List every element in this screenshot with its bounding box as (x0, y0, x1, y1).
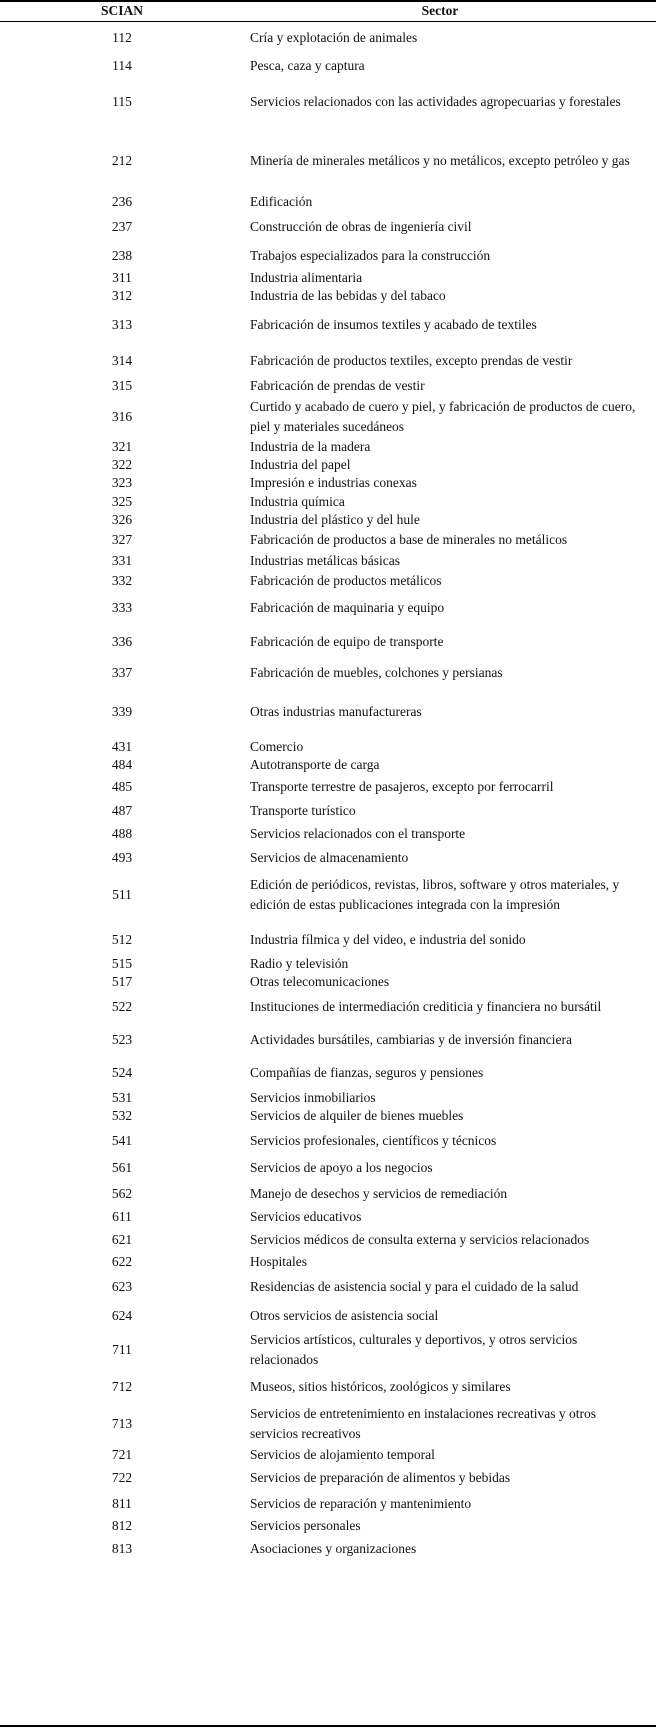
cell-scian-code: 332 (111, 573, 133, 588)
cell-scian-code: 315 (111, 378, 133, 393)
cell-scian-code: 611 (112, 1209, 132, 1224)
cell-scian-code: 312 (111, 288, 133, 303)
cell-sector-name: Pesca, caza y captura (250, 58, 365, 73)
cell-scian-code: 524 (111, 1065, 133, 1080)
cell-sector-name: Industria química (250, 494, 345, 509)
cell-scian-code: 523 (111, 1032, 133, 1047)
cell-scian-code: 311 (112, 270, 132, 285)
cell-scian-code: 813 (111, 1541, 133, 1556)
cell-sector-name: Industria de la madera (250, 439, 371, 454)
cell-sector-name: Industria del papel (250, 457, 351, 472)
cell-sector-name: Industria de las bebidas y del tabaco (250, 288, 446, 303)
cell-sector-name: Otras industrias manufactureras (250, 704, 422, 719)
cell-scian-code: 321 (111, 439, 133, 454)
cell-sector-name: Minería de minerales metálicos y no metálicos, excepto petróleo y gas (250, 153, 630, 168)
cell-sector-name: Servicios de alquiler de bienes muebles (250, 1108, 464, 1123)
cell-sector-name: Fabricación de productos metálicos (250, 573, 442, 588)
cell-scian-code: 325 (111, 494, 133, 509)
cell-scian-code: 541 (111, 1133, 133, 1148)
cell-scian-code: 561 (111, 1160, 133, 1175)
cell-scian-code: 337 (111, 665, 133, 680)
cell-scian-code: 532 (111, 1108, 133, 1123)
cell-scian-code: 562 (111, 1186, 133, 1201)
cell-sector-name: Cría y explotación de animales (250, 30, 418, 45)
cell-sector-name: Servicios profesionales, científicos y técnicos (250, 1133, 497, 1148)
cell-sector-name: Industria del plástico y del hule (250, 512, 420, 527)
cell-sector-name: Construcción de obras de ingeniería civil (250, 219, 472, 234)
cell-scian-code: 487 (111, 803, 133, 818)
cell-sector-name: Edición de periódicos, revistas, libros, software y otros materiales, y edición de estas publicaciones integrada con la impresión (250, 877, 620, 912)
cell-scian-code: 515 (111, 956, 133, 971)
cell-scian-code: 812 (111, 1518, 133, 1533)
cell-scian-code: 493 (111, 850, 133, 865)
cell-sector-name: Transporte turístico (250, 803, 356, 818)
cell-sector-name: Asociaciones y organizaciones (250, 1541, 417, 1556)
cell-sector-name: Curtido y acabado de cuero y piel, y fabricación de productos de cuero, piel y materiales sucedáneos (250, 399, 636, 434)
cell-sector-name: Otros servicios de asistencia social (250, 1308, 439, 1323)
cell-scian-code: 488 (111, 826, 133, 841)
cell-scian-code: 323 (111, 475, 133, 490)
cell-scian-code: 115 (112, 94, 132, 109)
cell-sector-name: Museos, sitios históricos, zoológicos y similares (250, 1379, 511, 1394)
cell-scian-code: 624 (111, 1308, 133, 1323)
cell-scian-code: 622 (111, 1254, 133, 1269)
cell-sector-name: Fabricación de productos a base de minerales no metálicos (250, 532, 568, 547)
cell-sector-name: Otras telecomunicaciones (250, 974, 390, 989)
cell-scian-code: 623 (111, 1279, 133, 1294)
cell-sector-name: Industrias metálicas básicas (250, 553, 400, 568)
cell-scian-code: 431 (111, 739, 133, 754)
cell-sector-name: Trabajos especializados para la construcción (250, 248, 491, 263)
cell-scian-code: 722 (111, 1470, 133, 1485)
cell-sector-name: Edificación (250, 194, 313, 209)
cell-sector-name: Servicios inmobiliarios (250, 1090, 376, 1105)
cell-sector-name: Residencias de asistencia social y para el cuidado de la salud (250, 1279, 579, 1294)
cell-sector-name: Servicios de preparación de alimentos y bebidas (250, 1470, 511, 1485)
cell-sector-name: Transporte terrestre de pasajeros, excepto por ferrocarril (250, 779, 554, 794)
cell-sector-name: Servicios relacionados con las actividades agropecuarias y forestales (250, 94, 621, 109)
cell-sector-name: Fabricación de equipo de transporte (250, 634, 444, 649)
cell-sector-name: Fabricación de productos textiles, excepto prendas de vestir (250, 353, 573, 368)
cell-sector-name: Fabricación de muebles, colchones y persianas (250, 665, 503, 680)
cell-scian-code: 484 (111, 757, 133, 772)
cell-sector-name: Industria alimentaria (250, 270, 363, 285)
cell-scian-code: 517 (111, 974, 133, 989)
cell-sector-name: Compañías de fianzas, seguros y pensiones (250, 1065, 484, 1080)
cell-sector-name: Industria fílmica y del video, e industria del sonido (250, 932, 526, 947)
header-rule (0, 21, 656, 22)
cell-sector-name: Fabricación de maquinaria y equipo (250, 600, 445, 615)
cell-sector-name: Servicios artísticos, culturales y deportivos, y otros servicios relacionados (250, 1332, 578, 1367)
table-bottom-rule (0, 1725, 656, 1727)
cell-scian-code: 322 (111, 457, 133, 472)
cell-sector-name: Servicios de reparación y mantenimiento (250, 1496, 472, 1511)
cell-sector-name: Servicios educativos (250, 1209, 362, 1224)
cell-sector-name: Hospitales (250, 1254, 307, 1269)
cell-sector-name: Servicios personales (250, 1518, 361, 1533)
cell-scian-code: 314 (111, 353, 133, 368)
cell-scian-code: 339 (111, 704, 133, 719)
cell-scian-code: 522 (111, 999, 133, 1014)
cell-sector-name: Instituciones de intermediación crediticia y financiera no bursátil (250, 999, 602, 1014)
cell-scian-code: 114 (112, 58, 132, 73)
cell-sector-name: Fabricación de insumos textiles y acabado de textiles (250, 317, 537, 332)
header-scian: SCIAN (100, 3, 143, 18)
cell-sector-name: Servicios de alojamiento temporal (250, 1447, 435, 1462)
cell-scian-code: 238 (111, 248, 133, 263)
cell-scian-code: 326 (111, 512, 133, 527)
cell-scian-code: 112 (112, 30, 132, 45)
cell-scian-code: 712 (111, 1379, 133, 1394)
cell-scian-code: 327 (111, 532, 133, 547)
cell-scian-code: 711 (112, 1342, 132, 1357)
cell-scian-code: 485 (111, 779, 133, 794)
cell-scian-code: 212 (111, 153, 133, 168)
cell-scian-code: 531 (111, 1090, 133, 1105)
cell-sector-name: Servicios médicos de consulta externa y servicios relacionados (250, 1232, 590, 1247)
cell-scian-code: 511 (112, 887, 132, 902)
cell-scian-code: 512 (111, 932, 133, 947)
cell-scian-code: 713 (111, 1416, 133, 1431)
cell-scian-code: 336 (111, 634, 133, 649)
table-top-rule (0, 0, 656, 2)
cell-scian-code: 316 (111, 409, 133, 424)
cell-sector-name: Servicios de almacenamiento (250, 850, 409, 865)
cell-scian-code: 721 (111, 1447, 133, 1462)
cell-sector-name: Impresión e industrias conexas (250, 475, 417, 490)
cell-sector-name: Servicios de entretenimiento en instalaciones recreativas y otros servicios recreativos (250, 1406, 597, 1441)
cell-scian-code: 237 (111, 219, 133, 234)
cell-sector-name: Radio y televisión (250, 956, 349, 971)
cell-sector-name: Actividades bursátiles, cambiarias y de inversión financiera (250, 1032, 573, 1047)
cell-sector-name: Servicios relacionados con el transporte (250, 826, 466, 841)
cell-sector-name: Servicios de apoyo a los negocios (250, 1160, 433, 1175)
cell-scian-code: 236 (111, 194, 133, 209)
cell-sector-name: Autotransporte de carga (250, 757, 380, 772)
cell-sector-name: Comercio (250, 739, 304, 754)
header-sector: Sector (421, 3, 459, 18)
cell-scian-code: 331 (111, 553, 133, 568)
cell-scian-code: 811 (112, 1496, 132, 1511)
cell-sector-name: Manejo de desechos y servicios de remediación (250, 1186, 508, 1201)
cell-scian-code: 333 (111, 600, 133, 615)
cell-scian-code: 621 (111, 1232, 133, 1247)
cell-sector-name: Fabricación de prendas de vestir (250, 378, 425, 393)
cell-scian-code: 313 (111, 317, 133, 332)
